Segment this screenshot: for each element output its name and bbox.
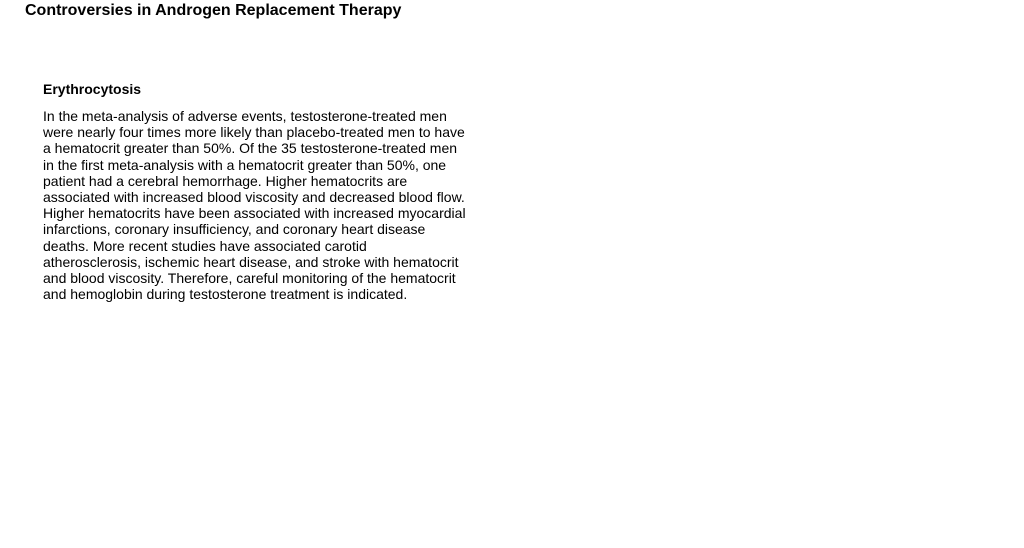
- body-line: and hemoglobin during testosterone treatment is indicated.: [43, 286, 408, 303]
- body-line: in the first meta-analysis with a hematocrit greater than 50%, one: [43, 156, 447, 173]
- body-line: deaths. More recent studies have associated carotid: [43, 237, 367, 254]
- body-line: infarctions, coronary insufficiency, and coronary heart disease: [43, 221, 426, 238]
- body-line: associated with increased blood viscosity and decreased blood flow.: [43, 189, 465, 206]
- body-line: a hematocrit greater than 50%. Of the 35 testosterone-treated men: [43, 140, 458, 157]
- body-line: atherosclerosis, ischemic heart disease, and stroke with hematocrit: [43, 253, 459, 270]
- erythrocytosis-section: [43, 80, 483, 302]
- page-title: Controversies in Androgen Replacement Therapy: [25, 2, 402, 19]
- body-line: Higher hematocrits have been associated with increased myocardial: [43, 205, 466, 222]
- body-line: In the meta-analysis of adverse events, testosterone-treated men: [43, 108, 447, 124]
- body-line: were nearly four times more likely than placebo-treated men to have: [43, 124, 465, 141]
- body-line: and blood viscosity. Therefore, careful monitoring of the hematocrit: [43, 270, 456, 287]
- section-heading: Erythrocytosis: [43, 81, 142, 97]
- body-line: patient had a cerebral hemorrhage. Higher hematocrits are: [43, 172, 408, 189]
- section-body: [43, 108, 483, 302]
